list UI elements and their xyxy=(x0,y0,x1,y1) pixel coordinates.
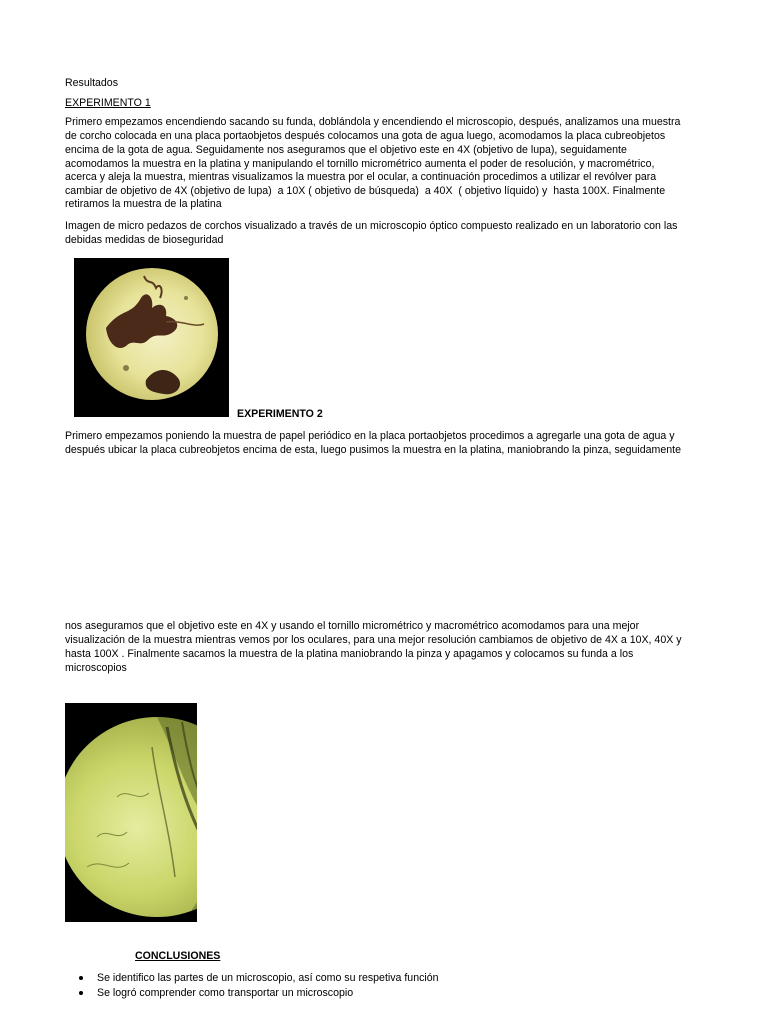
paragraph-line: hasta 100X . Finalmente sacamos la muestra de la platina maniobrando la pinza y apagamos y colocamos su funda a los xyxy=(65,648,634,660)
experiment-2-title: EXPERIMENTO 2 xyxy=(237,408,323,420)
list-item: Se identifico las partes de un microscopio, así como su respetiva función xyxy=(79,971,439,986)
microscope-view-disc xyxy=(65,717,197,917)
paragraph-line: de corcho colocada en una placa portaobjetos después colocamos una gota de agua luego, acomodamos la placa cubreobjetos xyxy=(65,130,666,142)
paragraph-line: después ubicar la placa cubreobjetos encima de esta, luego pusimos la muestra en la platina, maniobrando la pinza, seguidamente xyxy=(65,444,681,456)
list-item: Se logró comprender como transportar un microscopio xyxy=(79,986,439,1001)
paragraph-line: acomodamos la muestra en la platina y manipulando el tornillo micrométrico aumenta el poder de resolución, y macrométrico, xyxy=(65,158,655,170)
paper-fibers-drawing xyxy=(65,717,197,917)
conclusions-list xyxy=(79,971,439,1000)
cork-micrograph xyxy=(74,258,229,417)
paragraph-line: cambiar de objetivo de 4X (objetivo de lupa) a 10X ( objetivo de búsqueda) a 40X ( objetivo líquido) y hasta 100X. Finalmente xyxy=(65,185,666,197)
paragraph-line: encima de la gota de agua. Seguidamente nos aseguramos que el objetivo este en 4X (objetivo de lupa), seguidamente xyxy=(65,144,627,156)
cork-fragments-drawing xyxy=(86,268,218,400)
newspaper-micrograph xyxy=(65,703,197,922)
microscope-view-disc xyxy=(86,268,218,400)
paragraph-line: Primero empezamos poniendo la muestra de papel periódico en la placa portaobjetos procedimos a agregarle una gota de agua y xyxy=(65,430,675,442)
paragraph-line: acerca y aleja la muestra, mientras visualizamos la muestra por el ocular, a continuación procedimos a utilizar el revólver para xyxy=(65,171,657,183)
experiment-1-title: EXPERIMENTO 1 xyxy=(65,97,151,109)
paragraph-line: Primero empezamos encendiendo sacando su funda, doblándola y encendiendo el microscopio, después, analizamos una muestra xyxy=(65,116,681,128)
results-heading: Resultados xyxy=(65,77,118,89)
caption-line: Imagen de micro pedazos de corchos visualizado a través de un microscopio óptico compuesto realizado en un laboratorio con las xyxy=(65,220,678,232)
paragraph-line: retiramos la muestra de la platina xyxy=(65,198,222,210)
conclusions-title: CONCLUSIONES xyxy=(135,950,221,962)
paragraph-line: nos aseguramos que el objetivo este en 4X y usando el tornillo micrométrico y macrométrico acomodamos para una mejor xyxy=(65,620,640,632)
paragraph-line: visualización de la muestra mientras vemos por los oculares, para una mejor resolución cambiamos de objetivo de 4X a 10X, 40X y xyxy=(65,634,682,646)
caption-line: debidas medidas de bioseguridad xyxy=(65,234,224,246)
paragraph-line: microscopios xyxy=(65,662,127,674)
